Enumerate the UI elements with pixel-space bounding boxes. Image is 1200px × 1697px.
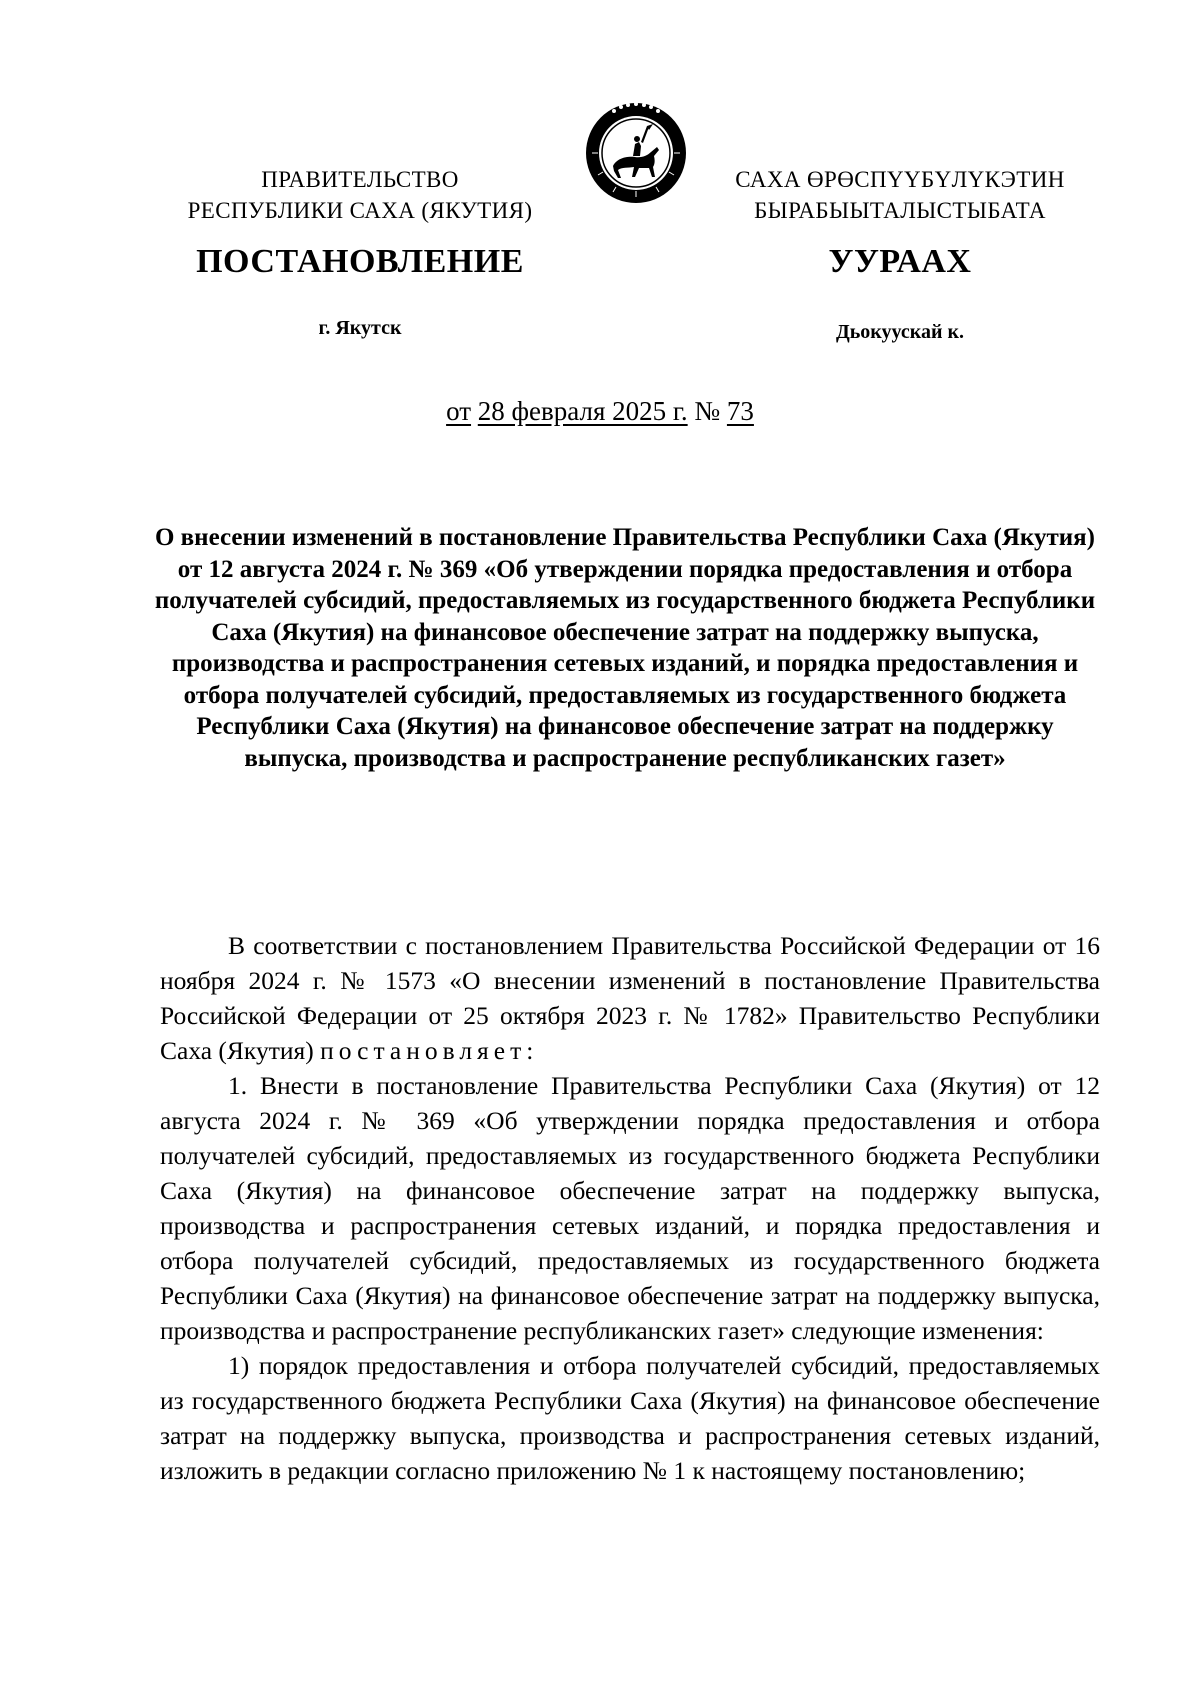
decree-heading-ru: ПОСТАНОВЛЕНИЕ — [196, 243, 524, 280]
city-ru: г. Якутск — [318, 317, 402, 339]
preamble-text: В соответствии с постановлением Правительства Российской Федерации от 16 ноября 2024 г. № 1573 «О внесении изменений в постановление Правительства Российской Федерации от 25 октября 2023 г. № 1782» Правительство Республики Саха (Якутия) — [160, 931, 1100, 1065]
government-name-ru-line1: ПРАВИТЕЛЬСТВО — [261, 167, 459, 192]
decree-date: 28 февраля 2025 г. — [477, 396, 688, 426]
item-1-paragraph: 1. Внести в постановление Правительства Республики Саха (Якутия) от 12 августа 2024 г. № 369 «Об утверждении порядка предоставления и отбора получателей субсидий, предоставляемых из государственного бюджета Республики Саха (Якутия) на финансовое обеспечение затрат на поддержку выпуска, производства и распространения сетевых изданий, и порядка предоставления и отбора получателей субсидий, предоставляемых из государственного бюджета Республики Саха (Якутия) на финансовое обеспечение затрат на поддержку выпуска, производства и распространение республиканских газет» следующие изменения: — [160, 1071, 1100, 1345]
number-sign: № — [694, 396, 721, 426]
decides-word: постановляет: — [320, 1036, 539, 1065]
decree-number: 73 — [726, 396, 754, 426]
document-body — [160, 928, 1100, 1488]
city-sakha: Дьокуускай к. — [835, 321, 965, 343]
government-name-ru-line2: РЕСПУБЛИКИ САХА (ЯКУТИЯ) — [187, 198, 533, 223]
document-title: О внесении изменений в постановление Правительства Республики Саха (Якутия) от 12 августа 2024 г. № 369 «Об утверждении порядка предоставления и отбора получателей субсидий, предоставляемых из государственного бюджета Республики Саха (Якутия) на финансовое обеспечение затрат на поддержку выпуска, производства и распространения сетевых изданий, и порядка предоставления и отбора получателей субсидий, предоставляемых из государственного бюджета Республики Саха (Якутия) на финансовое обеспечение затрат на поддержку выпуска, производства и распространение республиканских газет» — [154, 524, 1096, 772]
decree-date-number — [0, 394, 1200, 428]
government-name-sakha-line2: БЫРАБЫЫТАЛЫСТЫБАТА — [754, 198, 1046, 223]
date-prefix: от — [446, 396, 472, 426]
decree-heading-sakha: УУРААХ — [828, 243, 972, 280]
government-name-ru — [150, 164, 570, 226]
preamble-paragraph — [160, 928, 1100, 1068]
coat-of-arms-sakha-icon — [583, 100, 689, 206]
item-1-1-paragraph: 1) порядок предоставления и отбора получателей субсидий, предоставляемых из государственного бюджета Республики Саха (Якутия) на финансовое обеспечение затрат на поддержку выпуска, производства и распространения сетевых изданий, изложить в редакции согласно приложению № 1 к настоящему постановлению; — [160, 1351, 1100, 1485]
government-name-sakha-line1: САХА ӨРӨСПҮҮБҮЛҮКЭТИН — [735, 167, 1065, 192]
government-name-sakha — [700, 164, 1100, 226]
